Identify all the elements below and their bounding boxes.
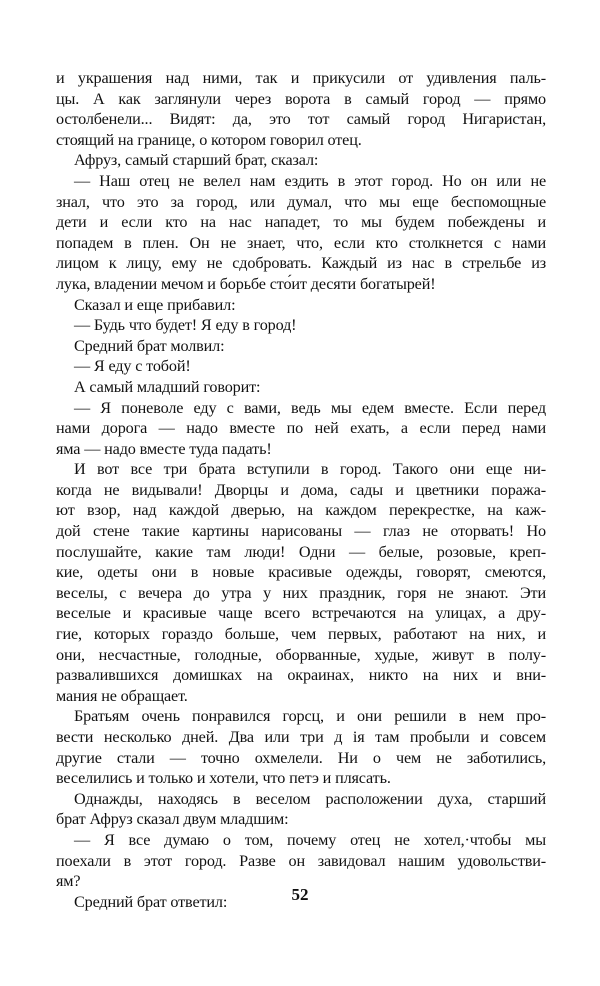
text-line: — Будь что будет! Я еду в город! xyxy=(74,316,297,335)
text-line: Однажды, находясь в веселом расположении духа, старший xyxy=(74,789,546,808)
text-line: Средний брат молвил: xyxy=(74,336,225,355)
text-line: яма — надо вместе туда падать! xyxy=(56,439,272,458)
text-line: дой стене такие картины нарисованы — глаз не оторвать! Но xyxy=(56,522,546,541)
page-number: 52 xyxy=(291,885,309,904)
text-line: — Я все думаю о том, почему отец не хотел,·чтобы мы xyxy=(74,830,546,849)
text-line: дети и если кто на нас нападет, то мы будем побеждены и xyxy=(56,213,546,232)
text-line: послушайте, какие там люди! Одни — белые, розовые, креп- xyxy=(56,542,546,561)
text-line: Братьям очень понравился горсц, и они решили в нем про- xyxy=(74,707,546,726)
text-line: вести несколько дней. Два или три д ія там пробыли и совсем xyxy=(56,728,546,746)
text-line: когда не видывали! Дворцы и дома, сады и цветники поража- xyxy=(56,480,546,499)
text-line: веселые и красивые чаще всего встречаются на улицах, а дру- xyxy=(56,604,546,623)
text-line: веселились и только и хотели, что петэ и плясать. xyxy=(56,769,391,788)
text-line: развалившихся домишках на окраинах, никто на них и вни- xyxy=(56,666,546,685)
text-line: веселы, с вечера до утра у них праздник, горя не знают. Эти xyxy=(56,583,546,602)
text-line: остолбенели... Видят: да, это тот самый город Нигаристан, xyxy=(56,110,546,129)
text-line: они, несчастные, голодные, оборванные, худые, живут в полу- xyxy=(56,645,546,664)
text-line: — Наш отец не велел нам ездить в этот город. Но он или не xyxy=(74,171,546,190)
text-line: Сказал и еще прибавил: xyxy=(74,295,236,314)
text-line: — Я поневоле еду с вами, ведь мы едем вместе. Если перед xyxy=(74,398,546,417)
text-line: Средний брат ответил: xyxy=(74,892,228,911)
text-line: лицом к лицу, ему не сдобровать. Каждый из нас в стрельбе из xyxy=(56,254,546,273)
text-line: Афруз, самый старший брат, сказал: xyxy=(74,151,319,170)
text-line: гие, которых гораздо больше, чем первых, работают на них, и xyxy=(56,625,546,644)
text-line: — Я еду с тобой! xyxy=(74,357,191,376)
book-page-text xyxy=(56,68,546,912)
text-line: попадем в плен. Он не знает, что, если кто столкнется с нами xyxy=(56,233,546,252)
text-line: поехали в этот город. Разве он завидовал нашим удовольстви- xyxy=(56,851,546,870)
text-line: ям? xyxy=(56,872,81,891)
text-line: лука, владении мечом и борьбе сто́ит десяти богатырей! xyxy=(56,274,436,293)
text-line: цы. А как заглянули через ворота в самый город — прямо xyxy=(56,89,546,108)
text-line: нами дорога — надо вместе по ней ехать, а если перед нами xyxy=(56,419,546,438)
text-line: И вот все три брата вступили в город. Такого они еще ни- xyxy=(74,460,546,479)
text-line: знал, что это за город, или думал, что мы еще беспомощные xyxy=(56,192,546,211)
text-line: другие стали — точно охмелели. Ни о чем не заботились, xyxy=(56,748,546,767)
text-line: кие, одеты они в новые красивые одежды, говорят, смеются, xyxy=(56,563,546,582)
text-line: А самый младший говорит: xyxy=(74,377,261,396)
text-line: ют взор, над каждой дверью, на каждом перекрестке, на каж- xyxy=(56,501,546,520)
text-line: стоящий на границе, о котором говорил отец. xyxy=(56,130,362,149)
text-line: мания не обращает. xyxy=(56,686,188,705)
text-line: брат Афруз сказал двум младшим: xyxy=(56,810,289,829)
text-line: и украшения над ними, так и прикусили от удивления паль- xyxy=(56,69,546,87)
